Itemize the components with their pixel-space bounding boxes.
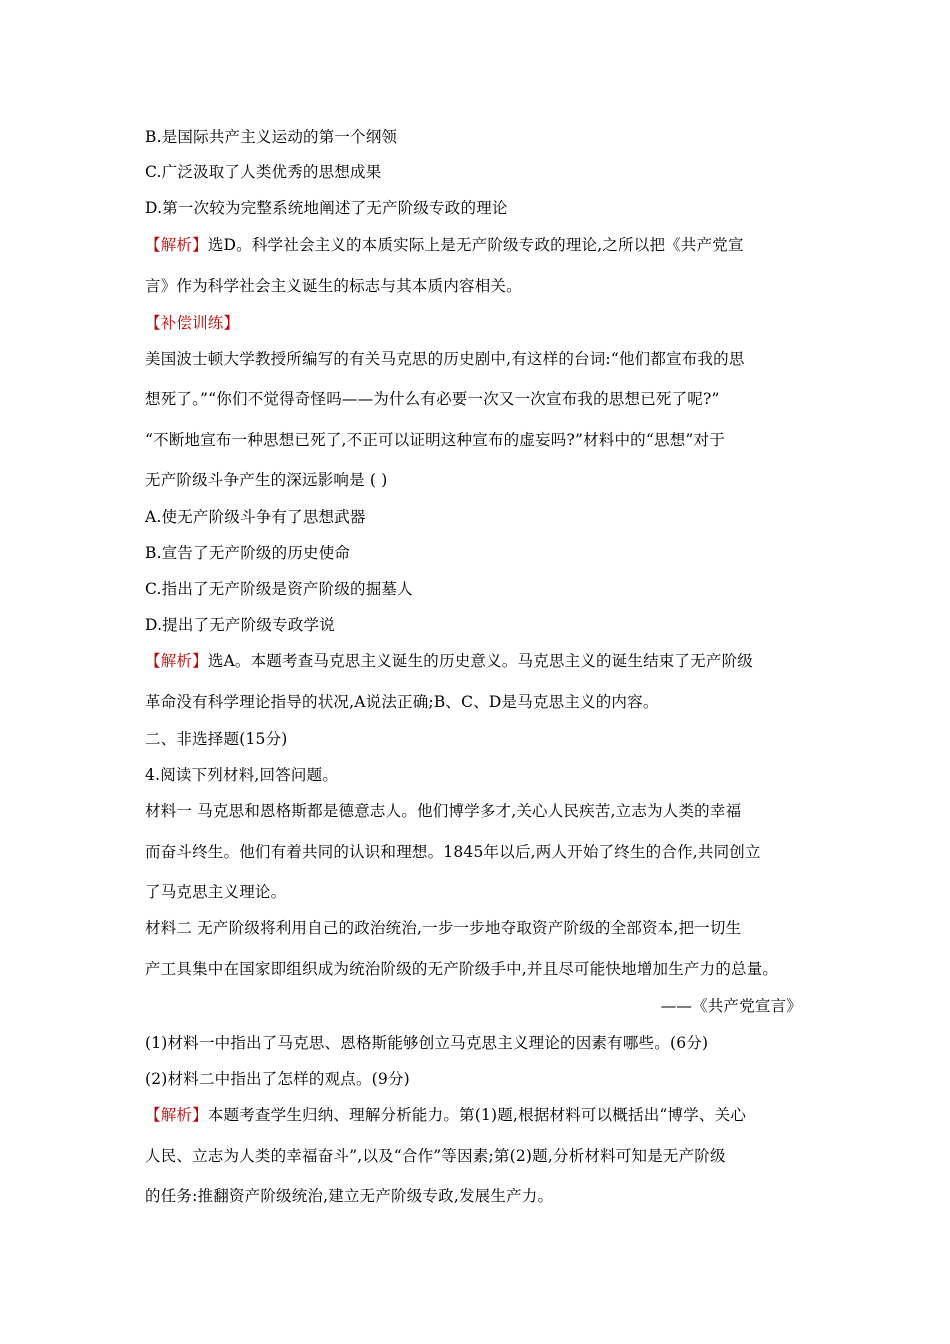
analysis-tag: 【解析】 xyxy=(145,1106,208,1124)
analysis-2-line-2: 革命没有科学理论指导的状况,A说法正确;B、C、D是马克思主义的内容。 xyxy=(145,693,659,711)
material-2-line-1: 材料二 无产阶级将利用自己的政治统治,一步一步地夺取资产阶级的全部资本,把一切生 xyxy=(145,919,742,937)
subquestion-1: (1)材料一中指出了马克思、恩格斯能够创立马克思主义理论的因素有哪些。(6分) xyxy=(145,1034,709,1052)
supplement-heading xyxy=(145,313,239,333)
supplement-tag: 【补偿训练】 xyxy=(145,314,240,332)
option-c-1: C.广泛汲取了人类优秀的思想成果 xyxy=(145,163,382,181)
option-a-2: A.使无产阶级斗争有了思想武器 xyxy=(145,508,366,526)
question-line-3: “不断地宣布一种思想已死了,不正可以证明这种宣布的虚妄吗?”材料中的“思想”对于 xyxy=(145,431,725,449)
question-line-4: 无产阶级斗争产生的深远影响是 ( ) xyxy=(145,471,388,489)
option-c-2: C.指出了无产阶级是资产阶级的掘墓人 xyxy=(145,580,413,598)
material-1-line-3: 了马克思主义理论。 xyxy=(145,883,287,901)
section-heading: 二、非选择题(15分) xyxy=(145,730,288,748)
material-1-line-1: 材料一 马克思和恩格斯都是德意志人。他们博学多才,关心人民疾苦,立志为人类的幸福 xyxy=(145,802,742,820)
analysis-tag: 【解析】 xyxy=(145,652,208,670)
analysis-3-line-1: 【解析】本题考查学生归纳、理解分析能力。第(1)题,根据材料可以概括出“博学、关心 xyxy=(145,1106,747,1124)
citation: ——《共产党宣言》 xyxy=(660,997,802,1015)
analysis-2-line-1: 【解析】选A。本题考查马克思主义诞生的历史意义。马克思主义的诞生结束了无产阶级 xyxy=(145,652,754,670)
question-line-2: 想死了。”“你们不觉得奇怪吗——为什么有必要一次又一次宣布我的思想已死了呢?” xyxy=(145,390,720,408)
material-2-line-2: 产工具集中在国家即组织成为统治阶级的无产阶级手中,并且尽可能快地增加生产力的总量。 xyxy=(145,960,779,978)
option-b-2: B.宣告了无产阶级的历史使命 xyxy=(145,544,351,562)
analysis-1-line-2: 言》作为科学社会主义诞生的标志与其本质内容相关。 xyxy=(145,277,522,295)
analysis-3-line-2: 人民、立志为人类的幸福奋斗”,以及“合作”等因素;第(2)题,分析材料可知是无产阶级 xyxy=(145,1147,726,1165)
analysis-1-line-1: 【解析】选D。科学社会主义的本质实际上是无产阶级专政的理论,之所以把《共产党宣 xyxy=(145,236,744,254)
analysis-3-line-3: 的任务:推翻资产阶级统治,建立无产阶级专政,发展生产力。 xyxy=(145,1187,554,1205)
question-4-intro: 4.阅读下列材料,回答问题。 xyxy=(145,766,339,784)
analysis-tag: 【解析】 xyxy=(145,236,208,254)
option-b-1: B.是国际共产主义运动的第一个纲领 xyxy=(145,128,398,146)
option-d-1: D.第一次较为完整系统地阐述了无产阶级专政的理论 xyxy=(145,199,508,217)
question-line-1: 美国波士顿大学教授所编写的有关马克思的历史剧中,有这样的台词:“他们都宣布我的思 xyxy=(145,350,745,368)
subquestion-2: (2)材料二中指出了怎样的观点。(9分) xyxy=(145,1070,410,1088)
material-1-line-2: 而奋斗终生。他们有着共同的认识和理想。1845年以后,两人开始了终生的合作,共同创立 xyxy=(145,843,761,861)
option-d-2: D.提出了无产阶级专政学说 xyxy=(145,616,335,634)
